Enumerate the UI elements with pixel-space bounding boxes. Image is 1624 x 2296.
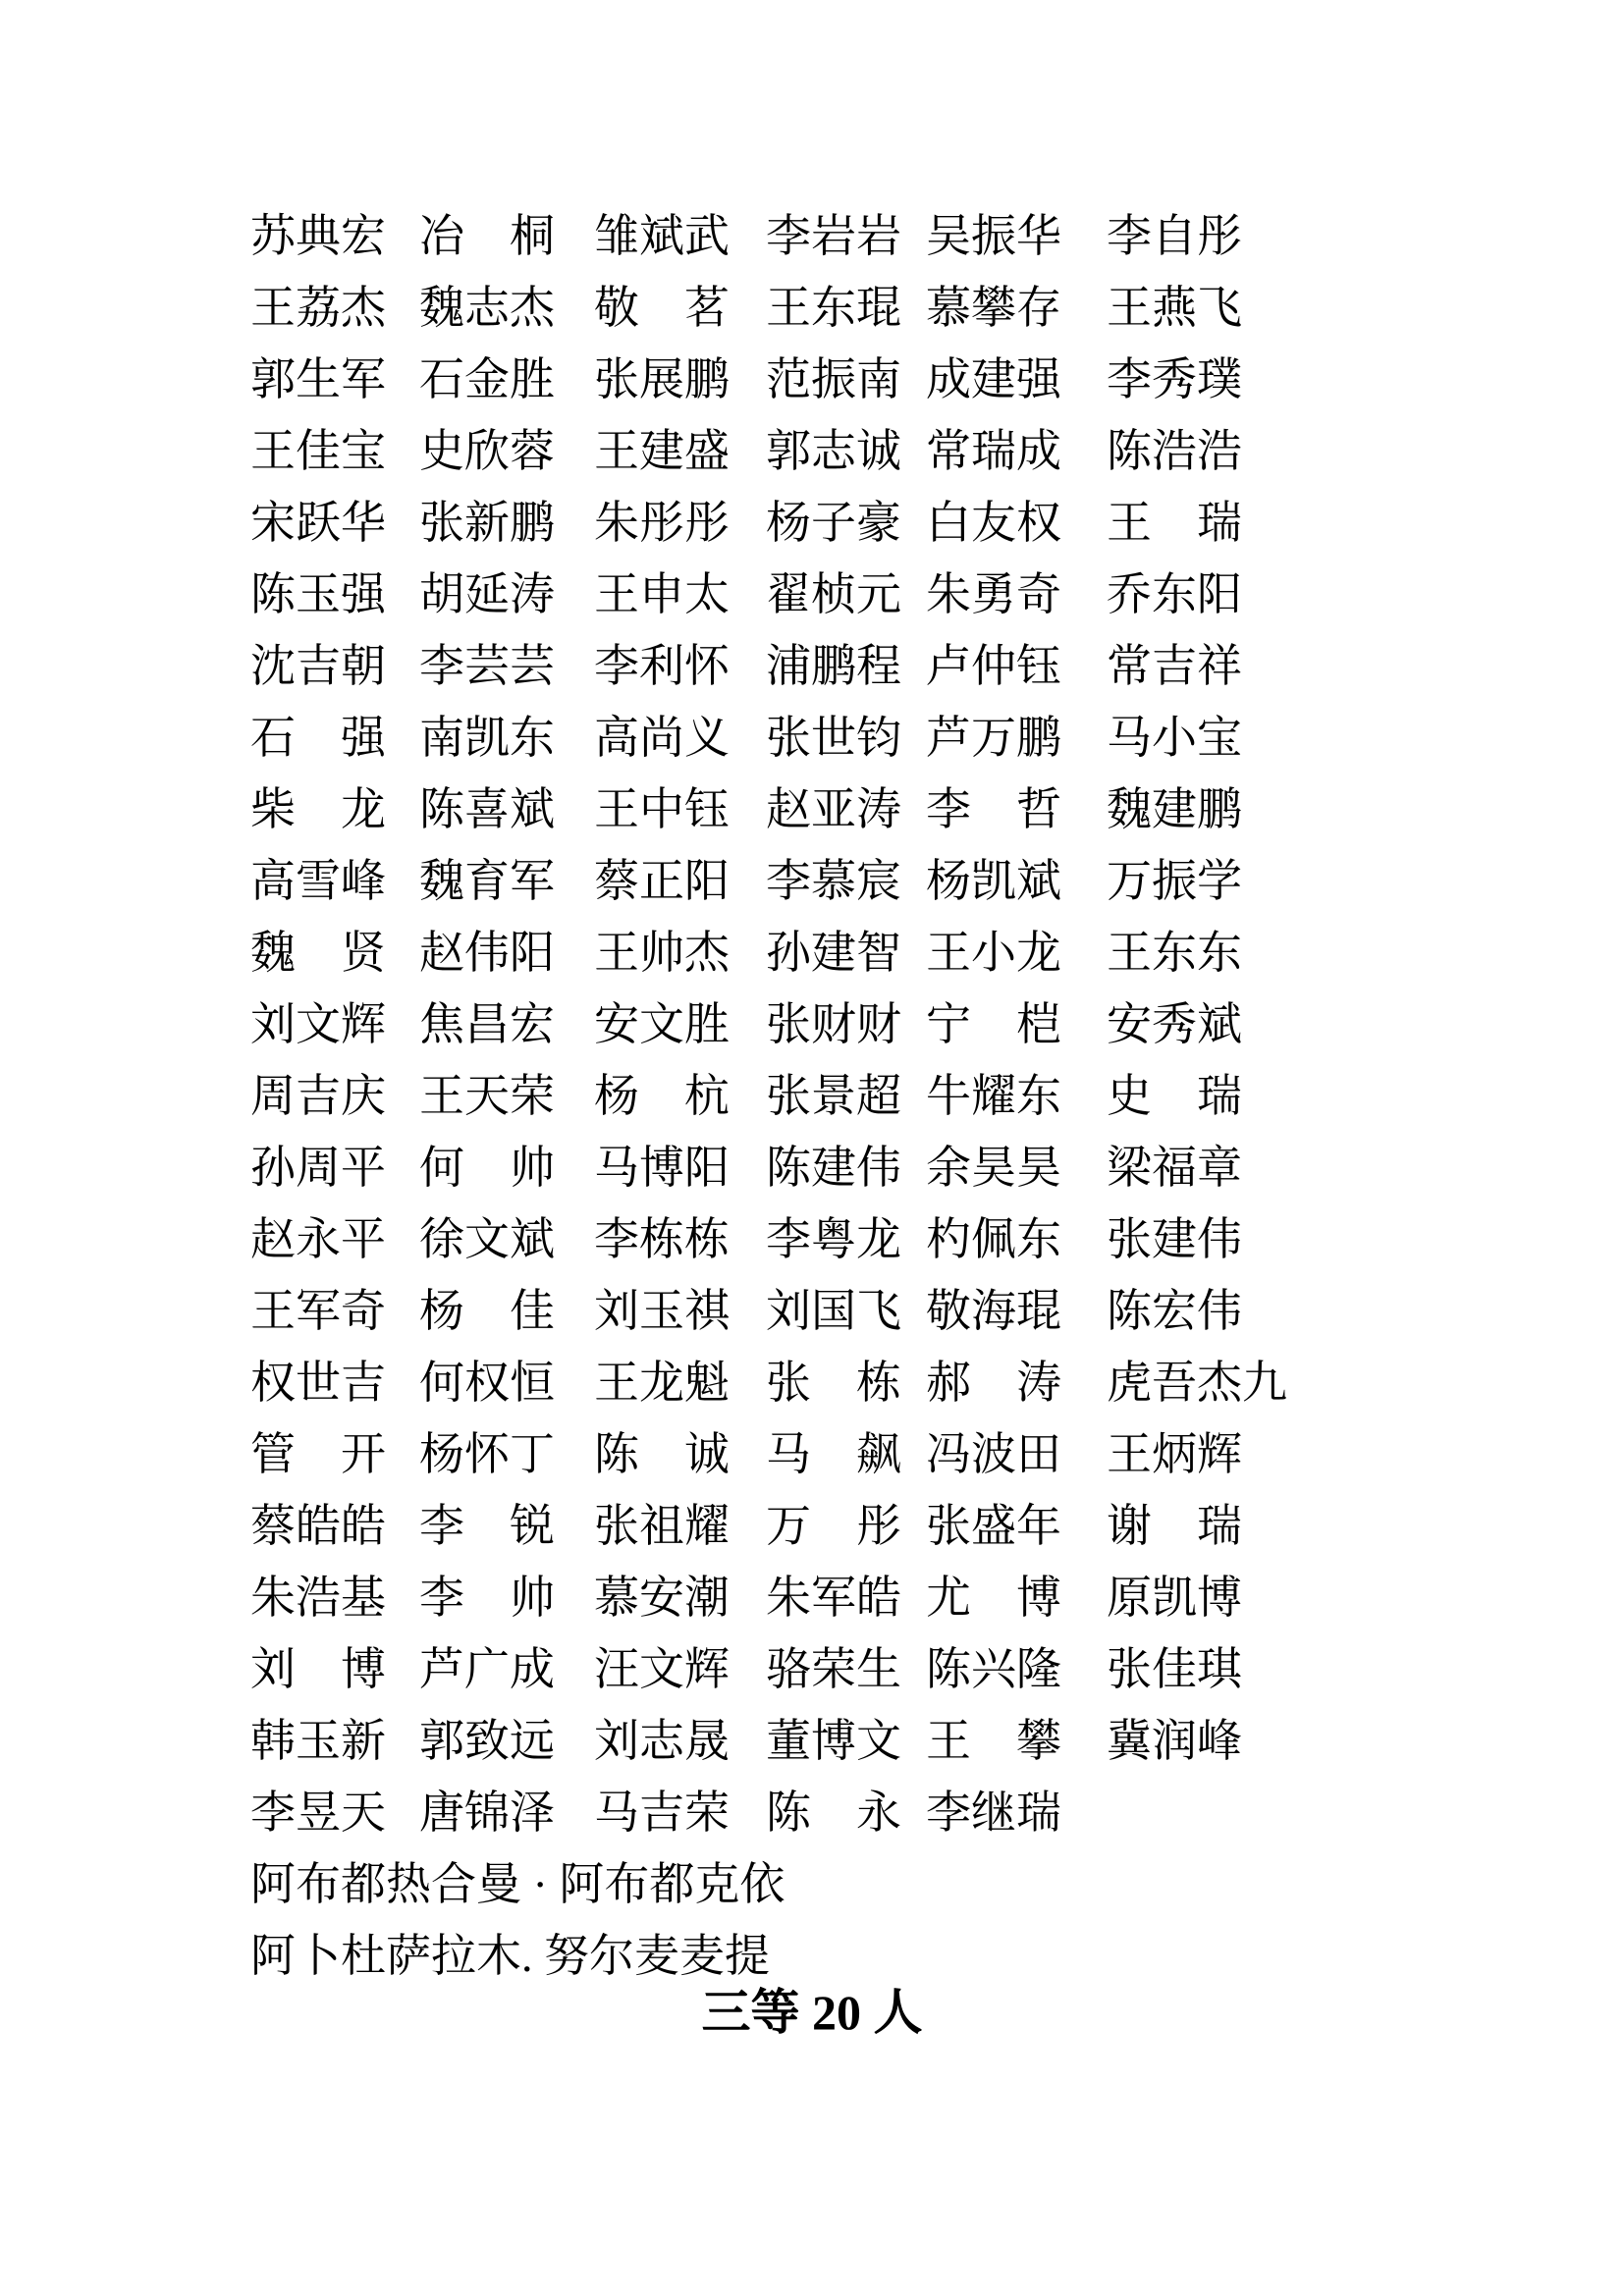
name-cell: 宁 桤 [926,999,1061,1049]
name-cell: 王 攀 [926,1716,1061,1766]
name-cell: 刘志晟 [594,1716,730,1766]
name-cell: 胡延涛 [419,569,555,619]
name-cell: 张财财 [766,999,901,1049]
name-cell: 杨子豪 [766,498,901,548]
name-cell: 张新鹏 [419,498,555,548]
name-cell: 韩玉新 [250,1716,386,1766]
name-cell: 骆荣生 [766,1644,901,1694]
name-cell: 谢 瑞 [1107,1501,1242,1551]
name-cell: 张佳琪 [1107,1644,1242,1694]
name-cell: 慕安潮 [594,1573,730,1623]
name-cell: 陈宏伟 [1107,1286,1242,1336]
name-cell: 董博文 [766,1716,901,1766]
section-heading-third-class: 三等 20 人 [701,1985,923,2040]
name-cell: 张景超 [766,1071,901,1121]
name-cell: 马 飙 [766,1429,901,1479]
name-cell: 杨 杭 [594,1071,730,1121]
name-cell: 陈建伟 [766,1143,901,1193]
name-cell: 范振南 [766,354,901,404]
name-cell: 陈喜斌 [419,784,555,834]
name-cell: 李芸芸 [419,641,555,691]
name-cell: 芦广成 [419,1644,555,1694]
name-cell: 朱军皓 [766,1573,901,1623]
name-cell: 成建强 [926,354,1061,404]
name-cell: 王帅杰 [594,928,730,978]
name-cell: 雏斌武 [594,211,730,261]
name-cell: 李栋栋 [594,1214,730,1264]
name-cell: 王荔杰 [250,283,386,333]
name-cell: 高尚义 [594,713,730,763]
name-cell: 冶 桐 [419,211,555,261]
name-cell: 朱浩基 [250,1573,386,1623]
name-cell: 李粤龙 [766,1214,901,1264]
name-cell: 刘文辉 [250,999,386,1049]
name-cell: 蔡正阳 [594,856,730,906]
name-cell: 翟桢元 [766,569,901,619]
name-cell: 朱勇奇 [926,569,1061,619]
name-cell: 安秀斌 [1107,999,1242,1049]
name-cell: 高雪峰 [250,856,386,906]
name-cell: 王炳辉 [1107,1429,1242,1479]
name-cell: 张世钧 [766,713,901,763]
name-cell: 王 瑞 [1107,498,1242,548]
name-cell: 慕攀存 [926,283,1061,333]
name-cell: 何权恒 [419,1358,555,1408]
name-cell: 李自彤 [1107,211,1242,261]
awardee-name-grid [250,200,1303,1992]
name-cell: 石金胜 [419,354,555,404]
name-cell: 张展鹏 [594,354,730,404]
name-cell: 郭生军 [250,354,386,404]
name-cell: 魏建鹏 [1107,784,1242,834]
name-cell: 敬海琨 [926,1286,1061,1336]
name-cell: 王燕飞 [1107,283,1242,333]
name-cell: 魏志杰 [419,283,555,333]
name-cell: 常瑞成 [926,426,1061,476]
name-cell: 冯波田 [926,1429,1061,1479]
name-cell: 李 帅 [419,1573,555,1623]
name-cell: 冀润峰 [1107,1716,1242,1766]
name-cell: 焦昌宏 [419,999,555,1049]
name-cell: 王中钰 [594,784,730,834]
name-cell: 杨怀丁 [419,1429,555,1479]
name-cell: 朱彤彤 [594,498,730,548]
name-cell: 郝 涛 [926,1358,1061,1408]
name-cell: 李继瑞 [926,1788,1061,1838]
name-cell: 陈 诚 [594,1429,730,1479]
name-cell: 唐锦泽 [419,1788,555,1838]
name-cell: 陈 永 [766,1788,901,1838]
name-cell: 马博阳 [594,1143,730,1193]
name-cell: 柴 龙 [250,784,386,834]
name-cell: 魏育军 [419,856,555,906]
name-cell: 史 瑞 [1107,1071,1242,1121]
name-cell: 虎吾杰九 [1107,1358,1287,1408]
name-cell: 李岩岩 [766,211,901,261]
name-cell: 白友权 [926,498,1061,548]
name-cell: 浦鹏程 [766,641,901,691]
long-name-line: 阿卜杜萨拉木. 努尔麦麦提 [250,1931,770,1981]
name-cell: 石 强 [250,713,386,763]
name-cell: 陈浩浩 [1107,426,1242,476]
name-cell: 刘玉祺 [594,1286,730,1336]
name-cell: 马小宝 [1107,713,1242,763]
name-cell: 李慕宸 [766,856,901,906]
name-cell: 杨 佳 [419,1286,555,1336]
long-name-line: 阿布都热合曼 · 阿布都克依 [250,1859,785,1909]
name-cell: 张祖耀 [594,1501,730,1551]
name-cell: 李昱天 [250,1788,386,1838]
name-cell: 杨凯斌 [926,856,1061,906]
name-cell: 赵亚涛 [766,784,901,834]
name-cell: 孙周平 [250,1143,386,1193]
name-cell: 牛耀东 [926,1071,1061,1121]
name-cell: 史欣蓉 [419,426,555,476]
name-cell: 权世吉 [250,1358,386,1408]
name-cell: 王龙魁 [594,1358,730,1408]
name-cell: 李秀璞 [1107,354,1242,404]
name-cell: 安文胜 [594,999,730,1049]
name-cell: 王佳宝 [250,426,386,476]
name-cell: 刘国飞 [766,1286,901,1336]
name-cell: 魏 贤 [250,928,386,978]
name-cell: 马吉荣 [594,1788,730,1838]
name-cell: 刘 博 [250,1644,386,1694]
name-cell: 梁福章 [1107,1143,1242,1193]
name-cell: 卢仲钰 [926,641,1061,691]
name-cell: 张盛年 [926,1501,1061,1551]
name-cell: 赵伟阳 [419,928,555,978]
name-cell: 陈玉强 [250,569,386,619]
name-cell: 宋跃华 [250,498,386,548]
name-cell: 吴振华 [926,211,1061,261]
name-cell: 赵永平 [250,1214,386,1264]
name-cell: 乔东阳 [1107,569,1242,619]
name-cell: 万振学 [1107,856,1242,906]
name-cell: 王东琨 [766,283,901,333]
name-cell: 原凯博 [1107,1573,1242,1623]
name-cell: 王建盛 [594,426,730,476]
name-cell: 王小龙 [926,928,1061,978]
name-cell: 万 彤 [766,1501,901,1551]
name-cell: 王东东 [1107,928,1242,978]
name-cell: 王天荣 [419,1071,555,1121]
name-cell: 王军奇 [250,1286,386,1336]
name-cell: 蔡皓皓 [250,1501,386,1551]
name-cell: 王申太 [594,569,730,619]
name-cell: 李利怀 [594,641,730,691]
name-cell: 李 锐 [419,1501,555,1551]
name-cell: 何 帅 [419,1143,555,1193]
name-cell: 孙建智 [766,928,901,978]
name-cell: 汪文辉 [594,1644,730,1694]
name-cell: 芦万鹏 [926,713,1061,763]
name-cell: 郭志诚 [766,426,901,476]
name-cell: 张建伟 [1107,1214,1242,1264]
name-cell: 常吉祥 [1107,641,1242,691]
name-cell: 南凯东 [419,713,555,763]
name-cell: 郭致远 [419,1716,555,1766]
name-cell: 尤 博 [926,1573,1061,1623]
name-cell: 沈吉朝 [250,641,386,691]
name-cell: 余昊昊 [926,1143,1061,1193]
name-cell: 李 哲 [926,784,1061,834]
name-cell: 周吉庆 [250,1071,386,1121]
name-cell: 徐文斌 [419,1214,555,1264]
name-cell: 陈兴隆 [926,1644,1061,1694]
name-cell: 张 栋 [766,1358,901,1408]
name-cell: 管 开 [250,1429,386,1479]
name-cell: 苏典宏 [250,211,386,261]
name-cell: 敬 茗 [594,283,730,333]
name-cell: 杓佩东 [926,1214,1061,1264]
